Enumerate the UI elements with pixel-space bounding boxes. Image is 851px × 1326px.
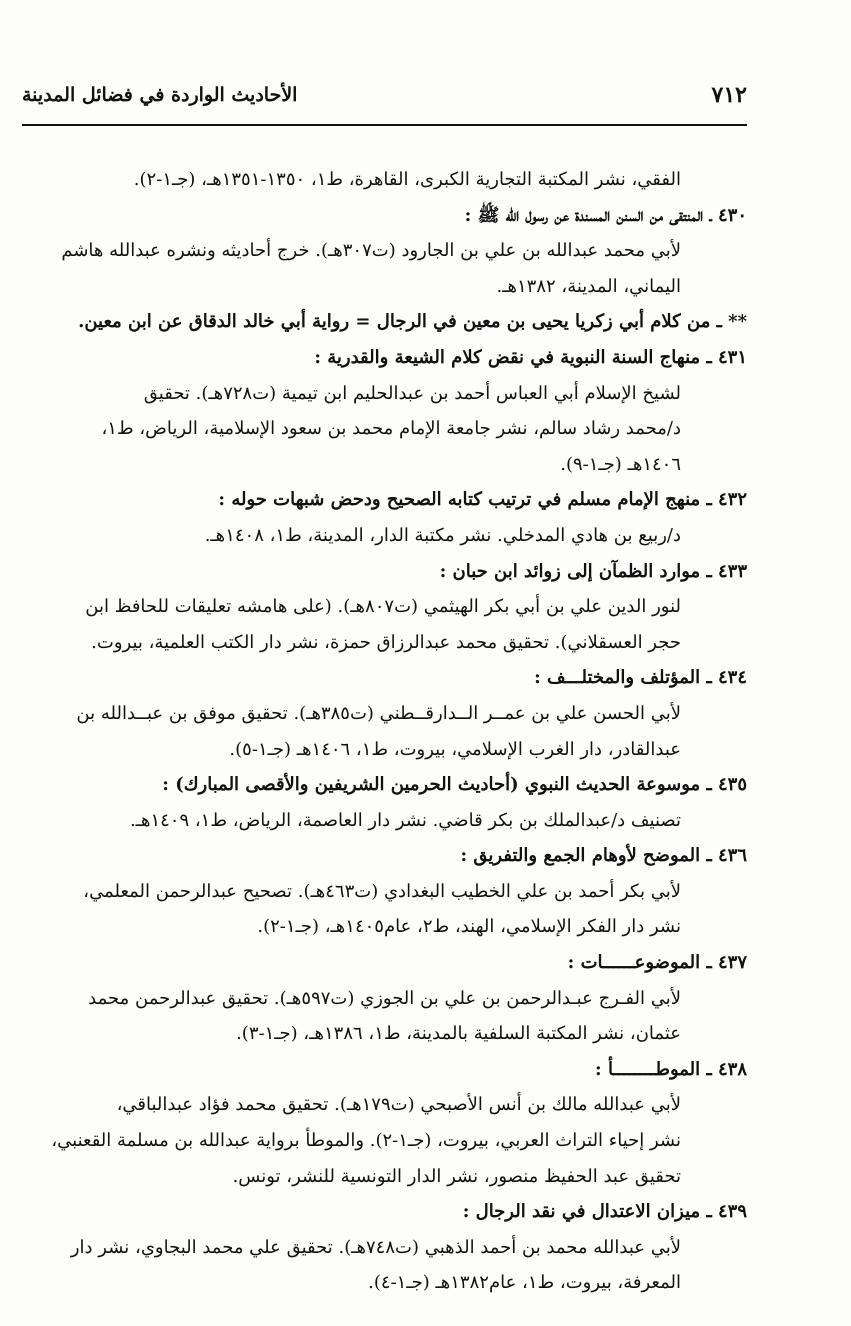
- header-rule: [22, 124, 747, 126]
- entry-detail-line: لأبي عبدالله مالك بن أنس الأصبحي (ت١٧٩هـ). تحقيق محمد فؤاد عبدالباقي،: [116, 1094, 681, 1116]
- entry-number: ٤٣٨ ـ: [706, 1058, 747, 1080]
- entry-title-line: [22, 340, 747, 376]
- entry-number: ٤٣٠ ـ: [709, 204, 747, 226]
- entry-title-line: [22, 1194, 747, 1230]
- bibliography-list: [22, 162, 747, 1301]
- entry-title-line: [22, 660, 747, 696]
- page-header: [22, 78, 747, 118]
- entry-title: موسوعة الحديث النبوي (أحاديث الحرمين الشريفين والأقصى المبارك) :: [162, 774, 701, 796]
- entry-title-line: [22, 554, 747, 590]
- entry-title-line: [22, 838, 747, 874]
- entry-number: ٤٣٩ ـ: [706, 1201, 747, 1223]
- entry-number: ٤٣٤ ـ: [706, 667, 747, 689]
- entry-detail-line: حجر العسقلاني). تحقيق محمد عبدالرزاق حمزة، نشر دار الكتب العلمية، بيروت.: [91, 631, 681, 653]
- entry-detail-line: نشر دار الفكر الإسلامي، الهند، ط٢، عام١٤٠٥هـ، (جـ١-٢).: [257, 916, 681, 938]
- entry-title-line: [22, 767, 747, 803]
- entry-title: ميزان الاعتدال في نقد الرجال :: [462, 1201, 701, 1223]
- entry-detail-line: عثمان، نشر المكتبة السلفية بالمدينة، ط١، ١٣٨٦هـ، (جـ١-٣).: [236, 1023, 681, 1045]
- entry-detail-line: لأبي محمد عبدالله بن علي بن الجارود (ت٣٠٧هـ). خرج أحاديثه ونشره عبدالله هاشم: [61, 240, 681, 262]
- running-title: الأحاديث الواردة في فضائل المدينة: [22, 84, 298, 106]
- entry-title: الموضح لأوهام الجمع والتفريق :: [460, 845, 701, 867]
- entry-detail-line: نشر إحياء التراث العربي، بيروت، (جـ١-٢). والموطأ برواية عبدالله بن مسلمة القعنبي،: [51, 1130, 681, 1152]
- entry-title: منهج الإمام مسلم في ترتيب كتابه الصحيح ودحض شبهات حوله :: [218, 489, 701, 511]
- entry-detail-line: الفقي، نشر المكتبة التجارية الكبرى، القاهرة، ط١، ١٣٥٠-١٣٥١هـ، (جـ١-٢).: [133, 169, 681, 190]
- entry-detail-line: لنور الدين علي بن أبي بكر الهيثمي (ت٨٠٧هـ). (على هامشه تعليقات للحافظ ابن: [85, 596, 681, 618]
- entry-title-line: [22, 482, 747, 518]
- entry-number: ٤٣٦ ـ: [706, 845, 747, 867]
- entry-detail-line: لأبي عبدالله محمد بن أحمد الذهبي (ت٧٤٨هـ). تحقيق علي محمد البجاوي، نشر دار: [70, 1236, 681, 1258]
- entry-title-line: [22, 1052, 747, 1088]
- entry-title: الموطــــــــأ :: [595, 1058, 701, 1080]
- entry-number: ٤٣٢ ـ: [706, 489, 747, 511]
- entry-detail-line: تصنيف د/عبدالملك بن بكر قاضي. نشر دار العاصمة، الرياض، ط١، ١٤٠٩هـ.: [129, 809, 681, 831]
- entry-detail-line: لأبي الحسن علي بن عمــر الــدارقــطني (ت٣٨٥هـ). تحقيق موفق بن عبــدالله بن: [76, 702, 681, 724]
- entry-title: منهاج السنة النبوية في نقض كلام الشيعة والقدرية :: [314, 346, 701, 368]
- entry-detail-line: تحقيق عبد الحفيظ منصور، نشر الدار التونسية للنشر، تونس.: [232, 1165, 681, 1187]
- entry-number: ٤٣١ ـ: [706, 346, 747, 368]
- entry-title-line: [22, 945, 747, 981]
- entry-number: ** ـ: [716, 311, 747, 333]
- entry-detail-line: د/ربيع بن هادي المدخلي. نشر مكتبة الدار، المدينة، ط١، ١٤٠٨هـ.: [204, 524, 681, 546]
- entry-number: ٤٣٧ ـ: [706, 952, 747, 974]
- entry-detail-line: د/محمد رشاد سالم، نشر جامعة الإمام محمد بن سعود الإسلامية، الرياض، ط١،: [101, 418, 681, 440]
- entry-detail-line: لأبي بكر أحمد بن علي الخطيب البغدادي (ت٤٦٣هـ). تصحيح عبدالرحمن المعلمي،: [83, 880, 681, 902]
- page-number: ٧١٢: [711, 82, 747, 108]
- entry-detail-line: اليماني، المدينة، ١٣٨٢هـ.: [496, 275, 681, 297]
- entry-number: ٤٣٥ ـ: [706, 774, 747, 796]
- entry-detail-line: المعرفة، بيروت، ط١، عام١٣٨٢هـ (جـ١-٤).: [368, 1272, 681, 1294]
- entry-detail-line: عبدالقادر، دار الغرب الإسلامي، بيروت، ط١، ١٤٠٦هـ (جـ١-٥).: [229, 738, 681, 760]
- entry-title-line: [22, 198, 747, 234]
- entry-title: الموضوعــــــات :: [567, 952, 701, 974]
- entry-title: المنتقى من السنن المسندة عن رسول الله ﷺ :: [464, 204, 704, 226]
- entry-detail-line: لأبي الفـرج عبـدالرحمن بن علي بن الجوزي (ت٥٩٧هـ). تحقيق عبدالرحمن محمد: [88, 987, 681, 1009]
- entry-title: من كلام أبي زكريا يحيى بن معين في الرجال = رواية أبي خالد الدقاق عن ابن معين.: [78, 311, 711, 333]
- entry-title-line: [22, 304, 747, 340]
- entry-detail-line: لشيخ الإسلام أبي العباس أحمد بن عبدالحليم ابن تيمية (ت٧٢٨هـ). تحقيق: [143, 382, 681, 404]
- entry-title: المؤتلف والمختلـــف :: [534, 667, 701, 689]
- entry-number: ٤٣٣ ـ: [706, 560, 747, 582]
- entry-title: موارد الظمآن إلى زوائد ابن حبان :: [439, 560, 701, 582]
- entry-detail-line: ١٤٠٦هـ (جـ١-٩).: [560, 453, 681, 475]
